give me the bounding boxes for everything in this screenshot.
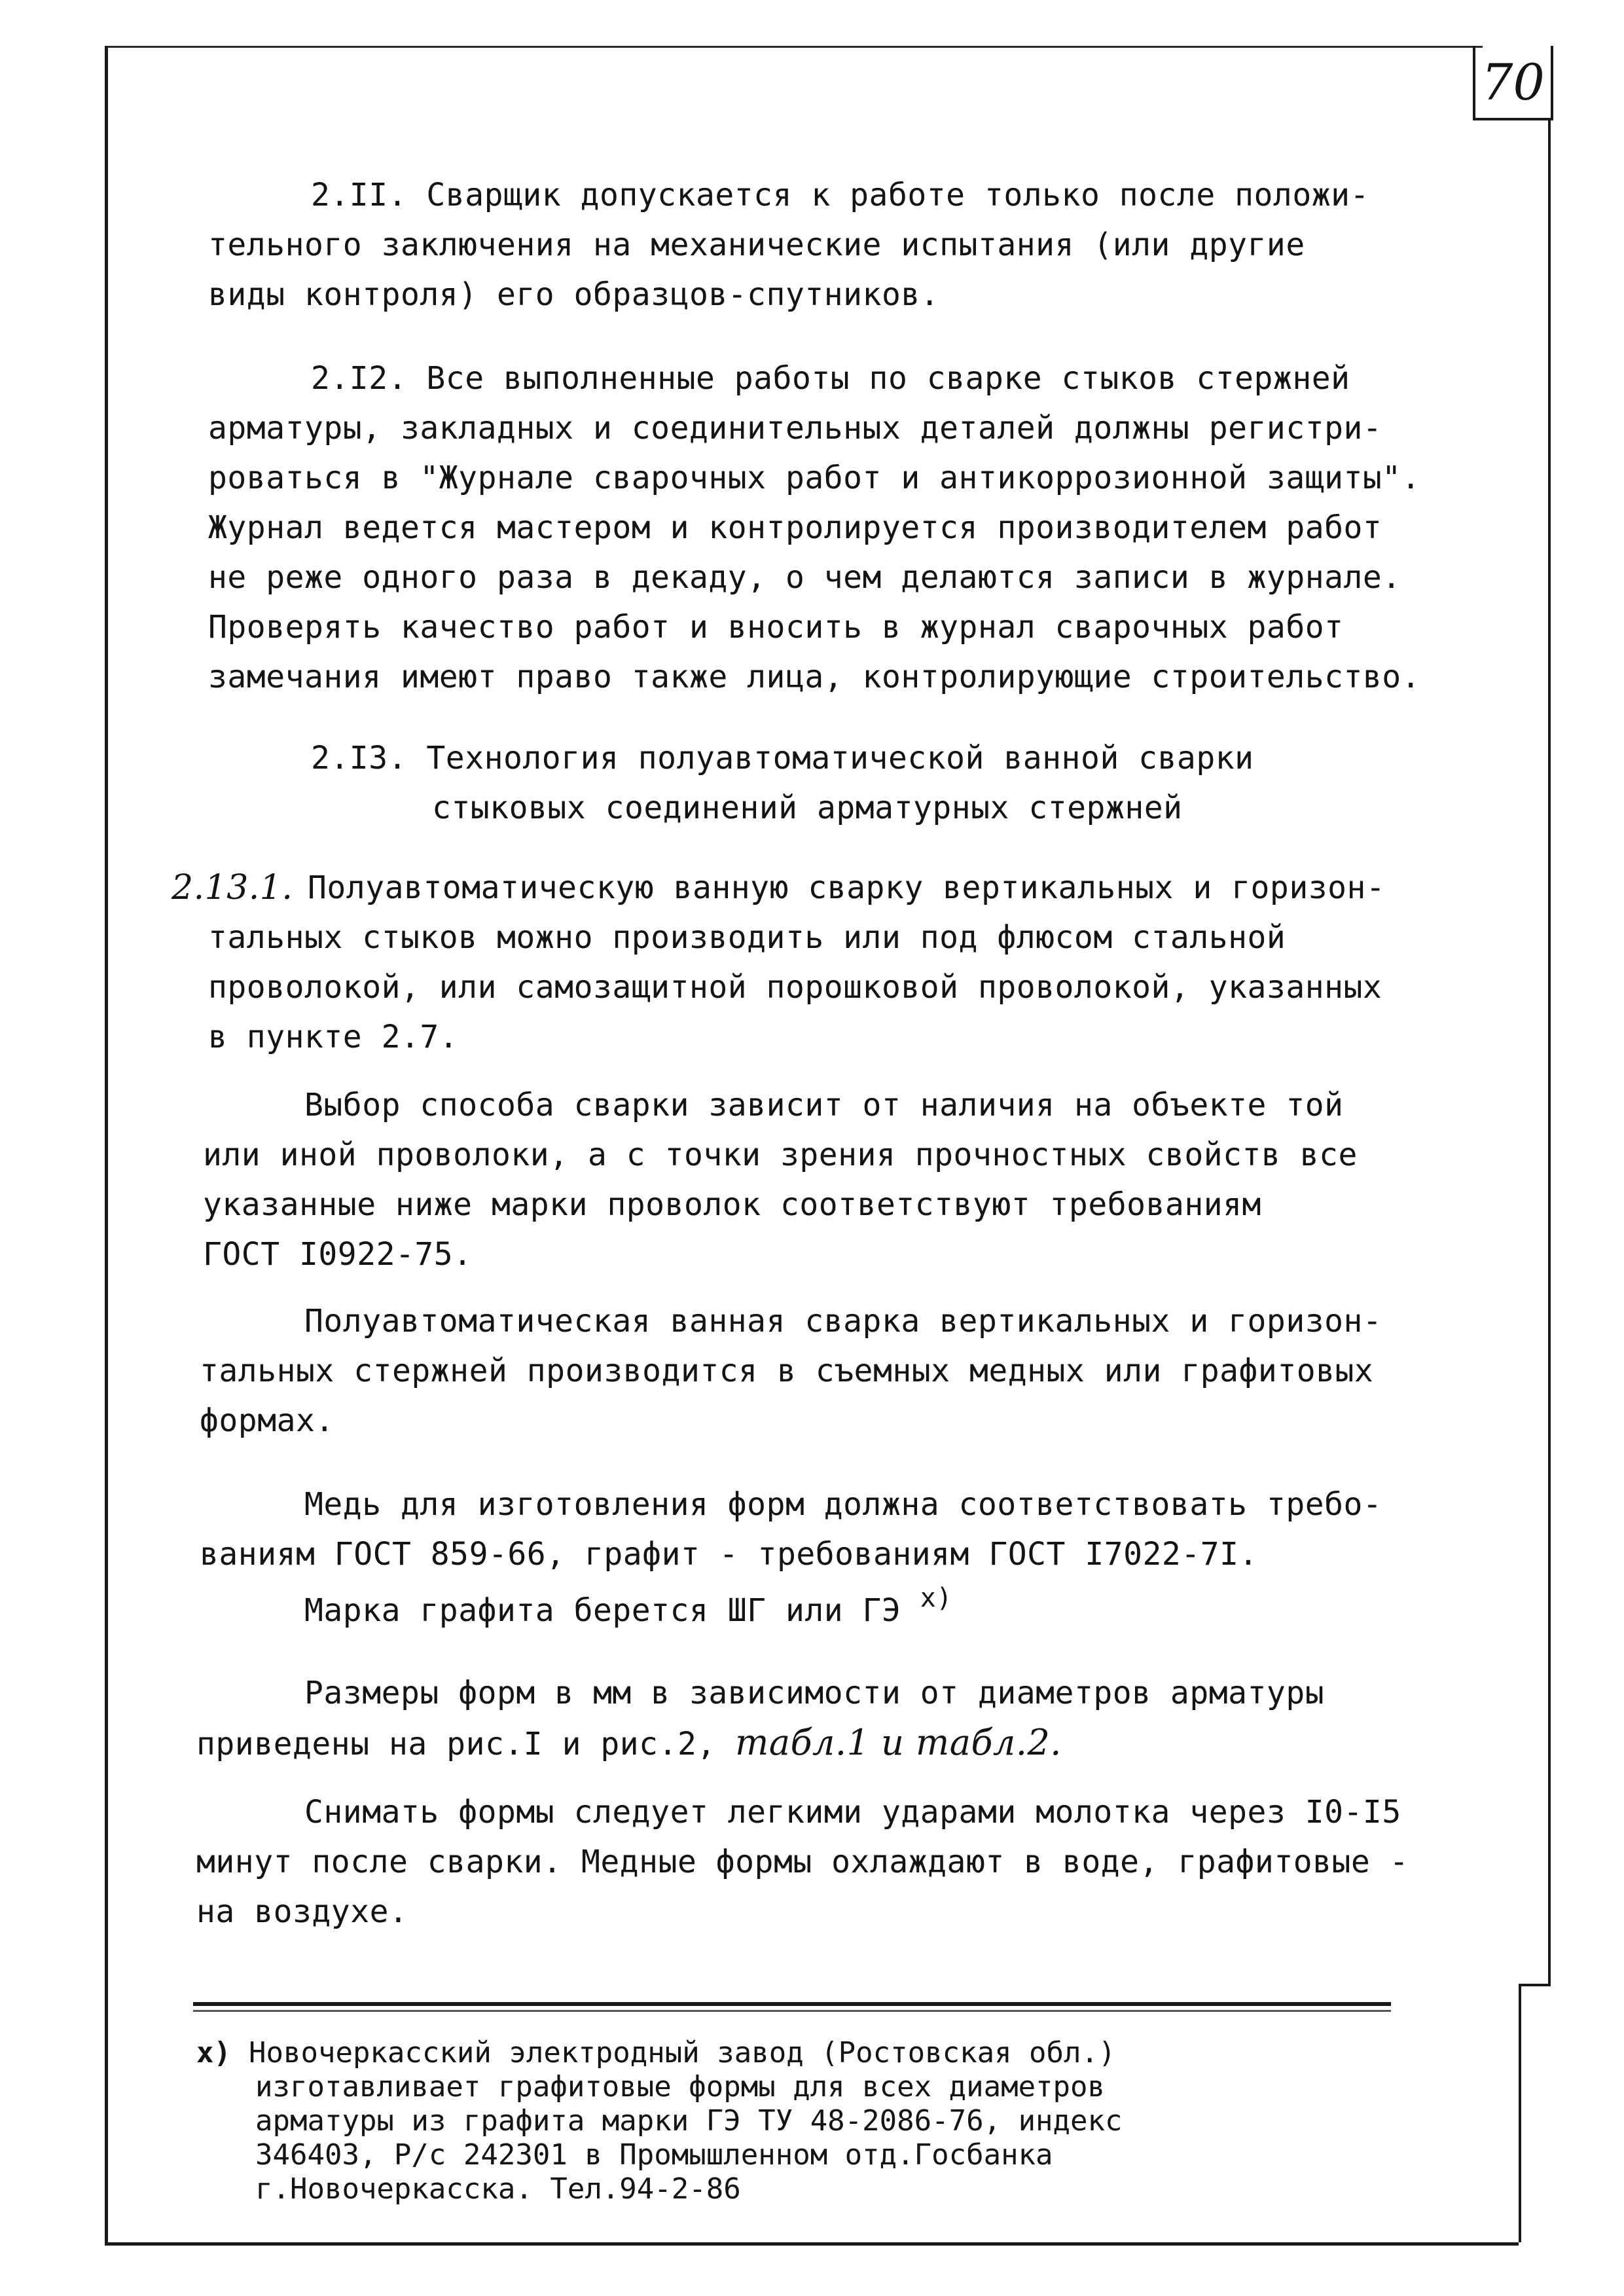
para-2-12-line-6: Проверять качество работ и вносить в журнал сварочных работ	[208, 609, 1344, 646]
para-sizes-line-2	[196, 1718, 1062, 1769]
para-graphite-grade	[304, 1583, 952, 1637]
para-choice-line-1: Выбор способа сварки зависит от наличия на объекте той	[304, 1087, 1344, 1123]
para-choice-line-3: указанные ниже марки проволок соответствуют требованиям	[203, 1186, 1261, 1223]
para-remove-line-3: на воздухе.	[196, 1893, 408, 1930]
para-forms-line-3: формах.	[200, 1402, 334, 1439]
para-remove-line-2: минут после сварки. Медные формы охлаждают в воде, графитовые -	[196, 1844, 1409, 1880]
para-2-13-1-line-2: тальных стыков можно производить или под флюсом стальной	[208, 919, 1286, 956]
para-2-11-line-2: тельного заключения на механические испытания (или другие	[208, 227, 1305, 263]
para-sizes-line-1: Размеры форм в мм в зависимости от диаметров арматуры	[304, 1675, 1325, 1711]
frame-bottom-line	[105, 2242, 1519, 2246]
frame-right-line-lower	[1519, 1984, 1521, 2242]
footnote-marker: х)	[196, 2036, 231, 2069]
para-2-11-line-3: виды контроля) его образцов-спутников.	[208, 276, 940, 313]
footnote-separator	[193, 2002, 1391, 2006]
frame-junction	[1519, 1984, 1551, 1986]
para-sizes-handwritten-note: табл.1 и табл.2.	[735, 1722, 1062, 1763]
para-2-13-1-line-3: проволокой, или самозащитной порошковой проволокой, указанных	[208, 969, 1382, 1006]
para-2-12-line-3: роваться в "Журнале сварочных работ и антикоррозионной защиты".	[208, 460, 1421, 496]
para-forms-line-2: тальных стержней производится в съемных медных или графитовых	[200, 1353, 1374, 1389]
para-2-13-1-line-1: Полуавтоматическую ванную сварку вертикальных и горизон-	[308, 869, 1386, 906]
para-2-11-line-1: 2.II. Сварщик допускается к работе только после положи-	[311, 177, 1369, 213]
section-2-13-heading-line-1: 2.I3. Технология полуавтоматической ванной сварки	[311, 740, 1254, 776]
para-2-12-line-4: Журнал ведется мастером и контролируется производителем работ	[208, 509, 1382, 546]
para-2-12-line-7: замечания имеют право также лица, контролирующие строительство.	[208, 659, 1421, 695]
footnote-line-4: 346403, Р/с 242301 в Промышленном отд.Госбанка	[255, 2138, 1053, 2172]
page-number: 70	[1473, 46, 1553, 120]
para-sizes-line-2-text: приведены на рис.I и рис.2,	[196, 1726, 716, 1762]
para-2-13-1-number: 2.13.1.	[171, 868, 293, 907]
footnote-reference-mark: х)	[920, 1583, 952, 1613]
footnote-line-3: арматуры из графита марки ГЭ ТУ 48-2086-76, индекс	[255, 2104, 1123, 2138]
para-copper-line-2: ваниям ГОСТ 859-66, графит - требованиям ГОСТ I7022-7I.	[200, 1536, 1258, 1573]
para-2-12-line-2: арматуры, закладных и соединительных деталей должны регистри-	[208, 410, 1382, 446]
para-forms-line-1: Полуавтоматическая ванная сварка вертикальных и горизон-	[304, 1303, 1382, 1339]
para-2-13-1-line-4: в пункте 2.7.	[208, 1019, 459, 1055]
para-copper-line-1: Медь для изготовления форм должна соответствовать требо-	[304, 1486, 1382, 1523]
para-choice-line-2: или иной проволоки, а с точки зрения прочностных свойств все	[203, 1137, 1358, 1173]
para-2-12-line-5: не реже одного раза в декаду, о чем делаются записи в журнале.	[208, 559, 1401, 596]
para-remove-line-1: Снимать формы следует легкими ударами молотка через I0-I5	[304, 1794, 1401, 1831]
footnote-separator-underline	[193, 2010, 1391, 2012]
frame-top-line	[108, 46, 1483, 48]
para-choice-line-4: ГОСТ I0922-75.	[203, 1236, 473, 1273]
footnote-line-2: изготавливает графитовые формы для всех диаметров	[255, 2070, 1106, 2104]
frame-left-line	[105, 46, 108, 2246]
section-2-13-heading-line-2: стыковых соединений арматурных стержней	[432, 790, 1183, 826]
frame-right-line-upper	[1548, 118, 1551, 1984]
para-2-12-line-1: 2.I2. Все выполненные работы по сварке стыков стержней	[311, 360, 1350, 397]
para-graphite-grade-text: Марка графита берется ШГ или ГЭ	[304, 1592, 901, 1629]
footnote-line-5: г.Новочеркасска. Тел.94-2-86	[255, 2172, 741, 2206]
footnote-line-1: Новочеркасский электродный завод (Ростовская обл.)	[249, 2036, 1116, 2069]
